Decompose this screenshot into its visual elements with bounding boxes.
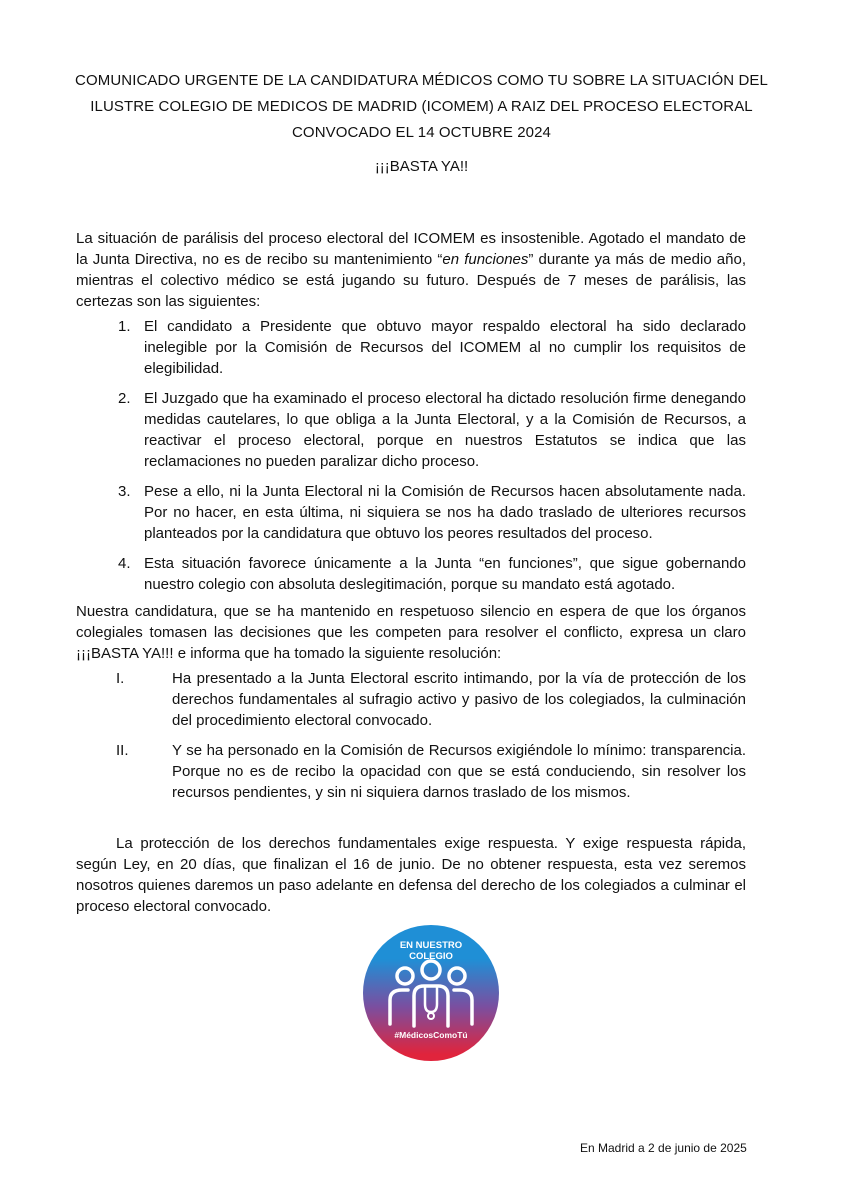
candidacy-paragraph: Nuestra candidatura, que se ha mantenido en respetuoso silencio en espera de que los órganos colegiales tomasen las decisiones que les competen para resolver el conflicto, expresa un claro ¡¡¡BASTA YA!!! e informa que ha tomado la siguiente resolución: (76, 603, 746, 662)
logo-hashtag: #MédicosComoTú (394, 1030, 468, 1040)
list-number: 3. (118, 483, 131, 500)
resolutions-list (76, 668, 746, 812)
document-footer-date: En Madrid a 2 de junio de 2025 (580, 1141, 747, 1155)
list-text: El candidato a Presidente que obtuvo mayor respaldo electoral ha sido declarado inelegible por la Comisión de Recursos del ICOMEM al no cumplir los requisitos de elegibilidad. (144, 318, 746, 377)
list-text: Y se ha personado en la Comisión de Recursos exigiéndole lo mínimo: transparencia. Porque no es de recibo la opacidad con que se está conduciendo, sin resolver los recursos pendientes, y sin ni siquiera darnos traslado de los mismos. (172, 742, 746, 801)
list-item (76, 553, 746, 595)
list-text: El Juzgado que ha examinado el proceso electoral ha dictado resolución firme denegando medidas cautelares, lo que obliga a la Junta Electoral, y a la Comisión de Recursos, a reactivar el proceso electoral, porque en nuestros Estatutos se indica que las reclamaciones no pueden paralizar dicho proceso. (144, 390, 746, 470)
list-item (76, 668, 746, 731)
list-text: Esta situación favorece únicamente a la Junta “en funciones”, que sigue gobernando nuestro colegio con absoluta deslegitimación, porque su mandato está agotado. (144, 555, 746, 593)
list-text: Pese a ello, ni la Junta Electoral ni la Comisión de Recursos hacen absolutamente nada. Por no hacer, en esta última, ni siquiera se nos ha dado traslado de ulteriores recursos planteados por la candidatura que obtuvo los peores resultados del proceso. (144, 483, 746, 542)
campaign-logo (362, 924, 500, 1062)
logo-line1: EN NUESTRO (399, 940, 463, 951)
document-title: COMUNICADO URGENTE DE LA CANDIDATURA MÉDICOS COMO TU SOBRE LA SITUACIÓN DEL ILUSTRE COLEGIO DE MEDICOS DE MADRID (ICOMEM) A RAIZ DEL PROCESO ELECTORAL CONVOCADO EL 14 OCTUBRE 2024 (75, 72, 768, 141)
intro-text-1: La situación de parálisis del proceso electoral del ICOMEM es insostenible. Agotado el mandato de la Junta Directiva, no es de recibo su mantenimiento “ (76, 230, 746, 268)
list-number: 2. (118, 390, 131, 407)
list-number: II. (116, 742, 129, 759)
list-item (76, 740, 746, 803)
list-text: Ha presentado a la Junta Electoral escrito intimando, por la vía de protección de los derechos fundamentales al sufragio activo y pasivo de los colegiados, la culminación del procedimiento electoral convocado. (172, 670, 746, 729)
intro-paragraph (76, 228, 746, 312)
intro-italic: en funciones (442, 251, 529, 268)
closing-paragraph: La protección de los derechos fundamentales exige respuesta. Y exige respuesta rápida, según Ley, en 20 días, que finalizan el 16 de junio. De no obtener respuesta, esta vez seremos nosotros quienes daremos un paso adelante en defensa del derecho de los colegiados a culminar el proceso electoral convocado. (76, 835, 746, 915)
certainties-list (76, 316, 746, 604)
list-number: 1. (118, 318, 131, 335)
list-number: I. (116, 670, 125, 687)
list-item (76, 481, 746, 544)
list-item (76, 316, 746, 379)
document-subtitle: ¡¡¡BASTA YA!! (374, 158, 469, 175)
logo-line2: COLEGIO (409, 951, 453, 962)
intro-text-2: ” durante ya más de medio año, mientras el colectivo médico se está jugando su futuro. Después de 7 meses de parálisis, las certezas son las siguientes: (76, 251, 746, 310)
list-item (76, 388, 746, 472)
list-number: 4. (118, 555, 131, 572)
